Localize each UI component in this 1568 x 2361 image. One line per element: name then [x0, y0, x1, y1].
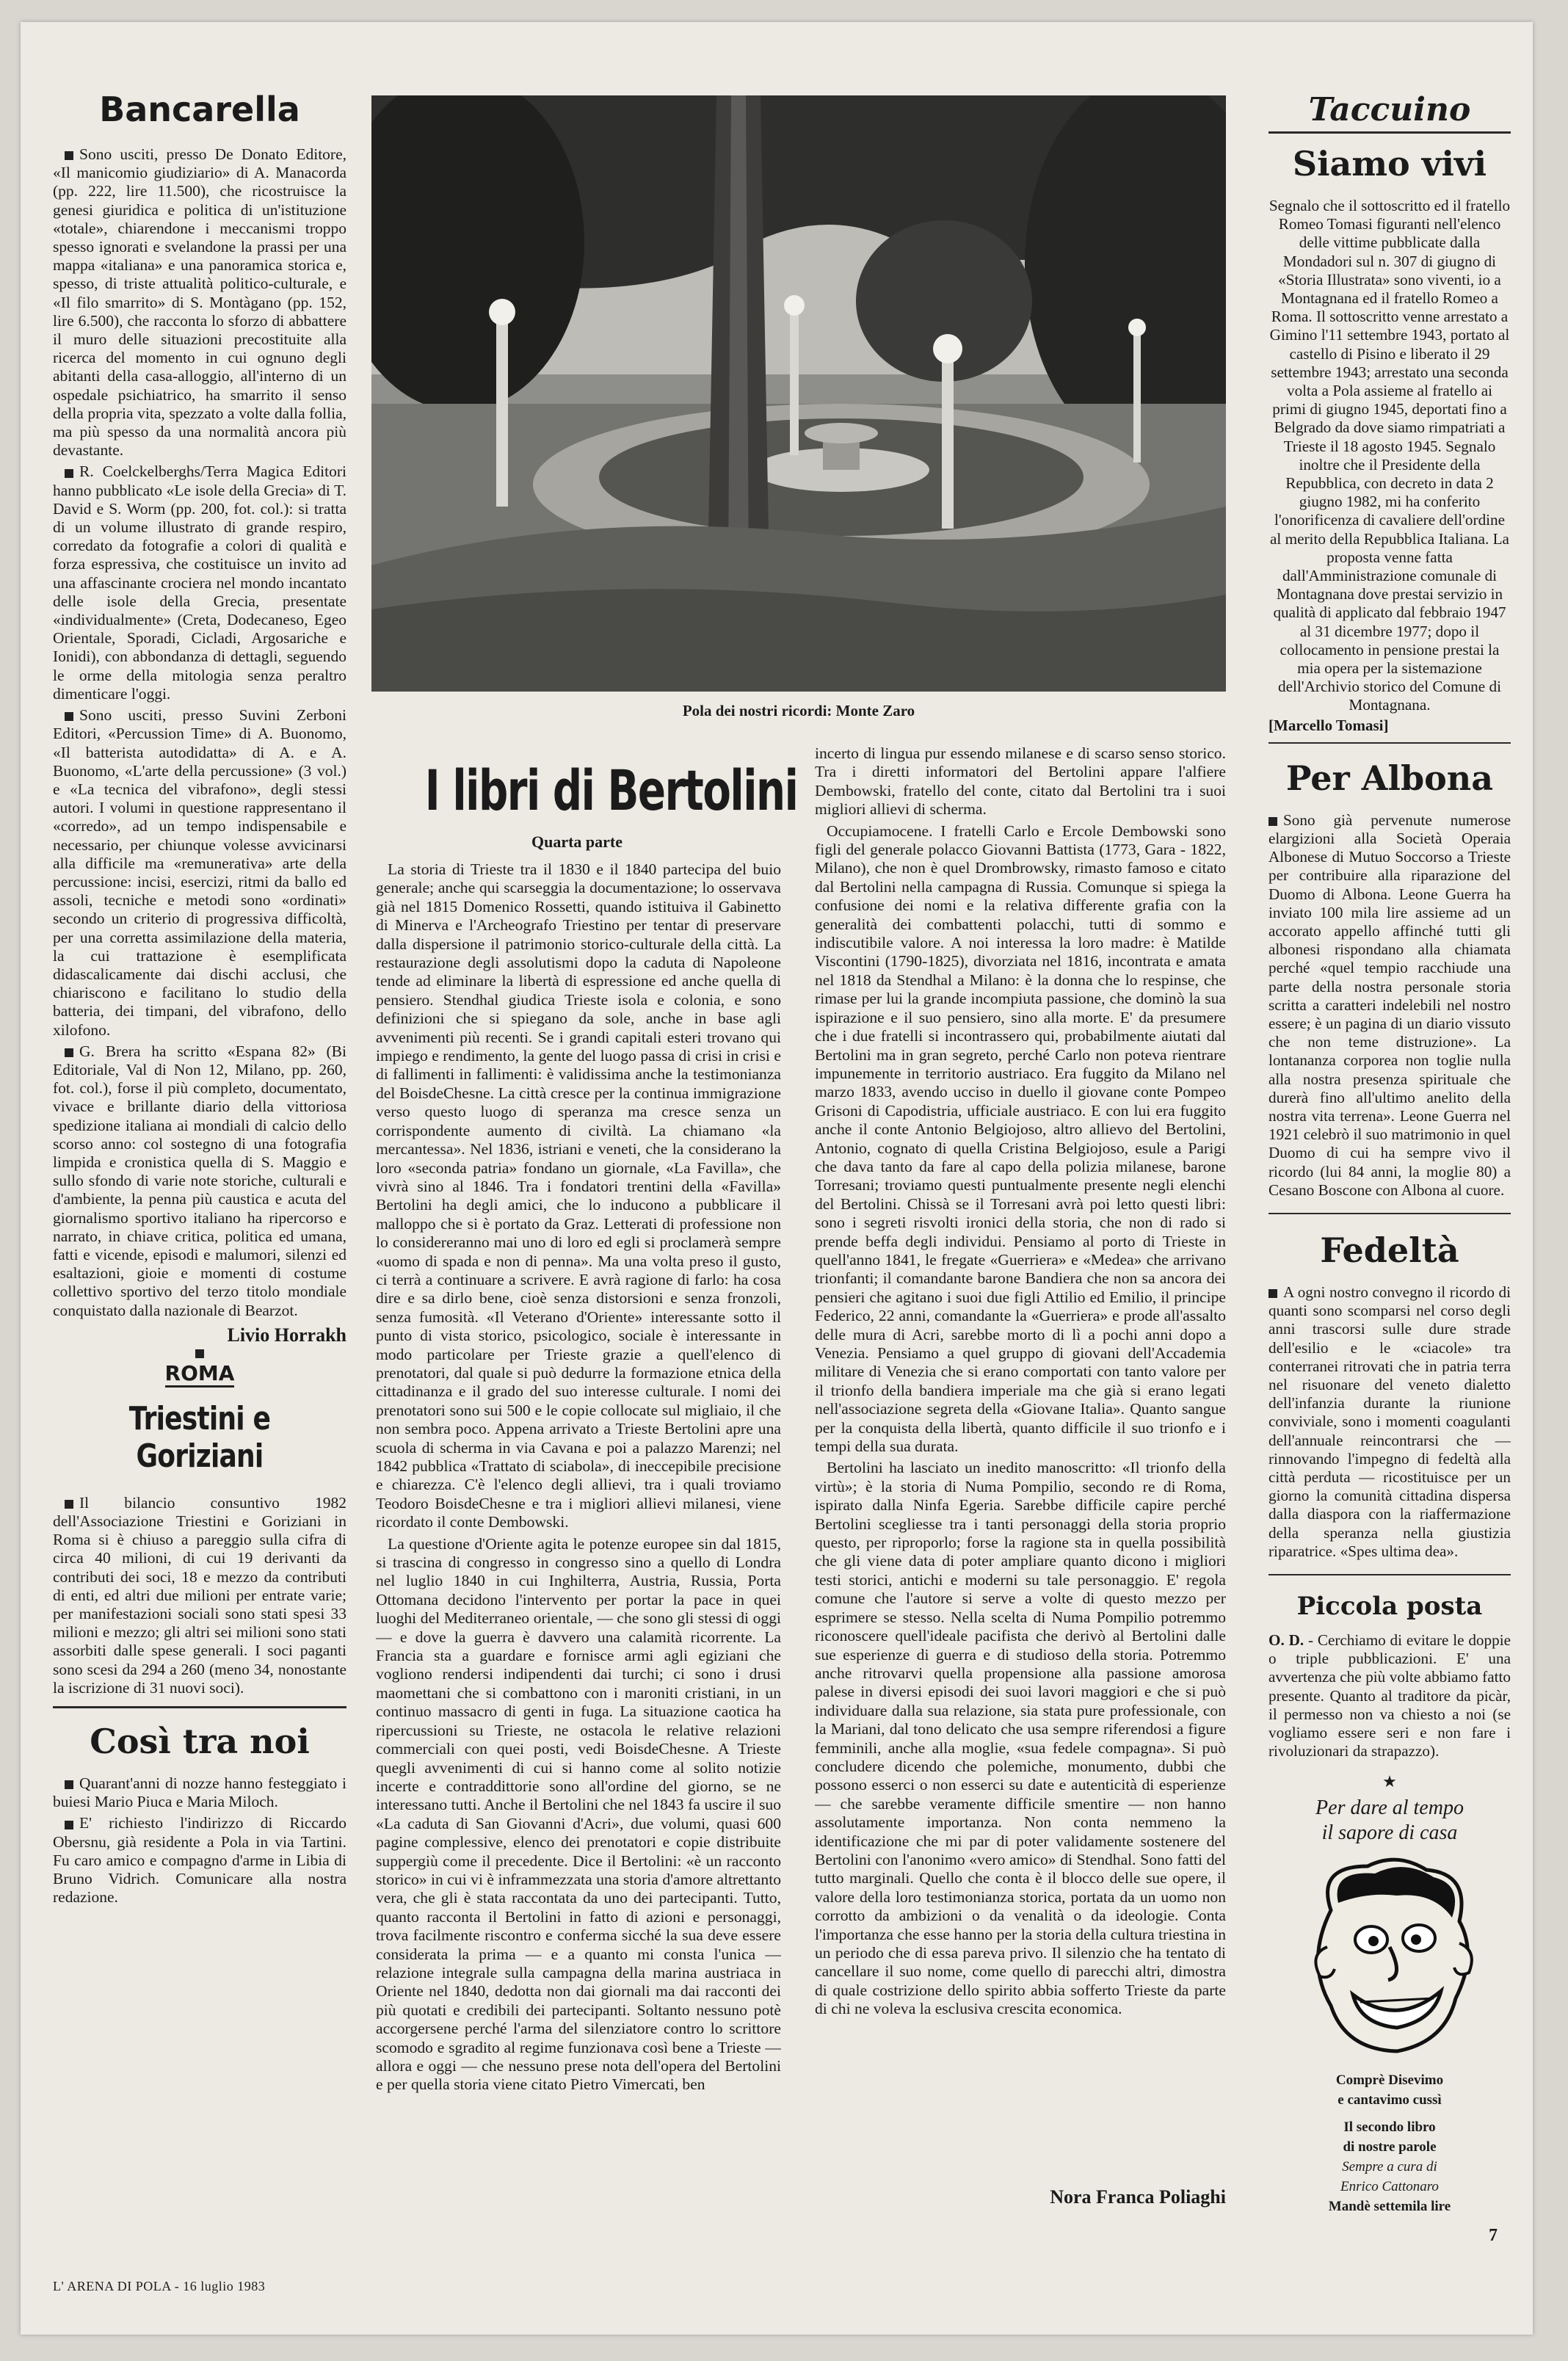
article-paragraph: incerto di lingua pur essendo milanese e di scarso senso storico. Tra i diretti informatori del Bertolini appare l'alfiere Dembowski, fratello del conte, citato dal Bertolini tra i suoi migliori allievi di scherma.	[815, 744, 1226, 819]
bullet-icon	[65, 1780, 73, 1789]
siamo-heading: Siamo vivi	[1292, 144, 1487, 184]
taccuino-heading: Taccuino	[1308, 91, 1471, 128]
ad-book-text	[1268, 2070, 1511, 2216]
fedelta-text: A ogni nostro convegno il ricordo di quanti sono scomparsi nel corso degli anni trascorsi sulle dure strade dell'esilio e le «ciacole» tra conterranei ritrovati che in patria terra nel risuonare del veneto dialetto dell'infanzia durante la riunione conviviale, sono i momenti coagulanti dell'annuale reincontrarsi che — rinnovando l'impegno di fedeltà alla città perduta — ricostituisce per un giorno la comunità cittadina dispersa dalla diaspora con la riaffermazione della speranza nella giustizia riparatrice. «Spes ultima dea».	[1268, 1283, 1511, 1560]
park-photo	[371, 95, 1226, 692]
ad-headline	[1268, 1796, 1511, 1846]
taccuino-rule	[1268, 131, 1511, 134]
ad-line: Mandè settemila lire	[1328, 2199, 1451, 2215]
roma-heading: Triestini e Goriziani	[128, 1399, 271, 1475]
posta-text: O. D. - Cerchiamo di evitare le doppie o triple pubblicazioni. E' una avvertenza che più volte abbiamo fatto presente. Quanto al traditore da picàr, il permesso non va chiesto a noi (se vogliamo essere seri e non fare i rivoluzionari da strapazzo).	[1268, 1631, 1511, 1760]
park-photo-graphic	[371, 95, 1226, 692]
masthead-footer: L' ARENA DI POLA - 16 luglio 1983	[53, 2279, 266, 2293]
roma-label: ROMA	[165, 1361, 235, 1388]
article-signature: Nora Franca Poliaghi	[1050, 2186, 1226, 2208]
cartoon-face-icon	[1287, 1852, 1492, 2064]
divider	[1268, 1213, 1511, 1214]
posta-label: O. D.	[1268, 1631, 1304, 1649]
article-paragraph: La storia di Trieste tra il 1830 e il 1840 partecipa del buio generale; anche qui scarseggia la documentazione; lo osservava già nel 1815 Domenico Rossetti, quando istituiva il Gabinetto di Minerva e l'Archeografo Triestino per tentar di preservare dalla dispersione il patrimonio storico-culturale della città. La restaurazione degli assolutismi dopo la caduta di Napoleone tende ad eliminare la libertà di espressione ed anche quella di pensiero. Stendhal giudica Trieste isola e colonia, e sono definizioni che si spiegano da sole, anche in base agli avvenimenti più recenti. Se i grandi capitali esteri trovano qui impiego e rendimento, la gente del luogo passa di crisi in crisi e di fallimenti in fallimenti: è validissima anche la testimonianza del BoisdeChesne. La città cresce per la continua immigrazione verso questo luogo di speranza ma cresce senza un corrispondente aumento di civiltà. La chiamano «la mercantessa». Nel 1836, istriani e veneti, che la considerano la loro «seconda patria» fondano un giornale, «La Favilla», che vivrà sino al 1846. Tra i fondatori trentini della «Favilla» Bertolini ha degli amici, che lo inducono a pubblicare il malloppo che si è portato da Graz. Letterati di professione non lo considereranno mai uno di loro ed egli si proclamerà sempre «uomo di spada e non di penna». Ma una volta preso il gusto, ci terrà a continuare a scrivere. E avrà ragione di farlo: ha cosa dire e sa dirlo bene, cioè senza distorsioni e senza fronzoli, senza fumosità. «Il Veterano d'Oriente» interessante sotto il punto di vista storico, psicologico, sociale è interessante in modo particolare per Trieste grazie a quell'elenco di prenotatori, dal quale si può dedurre la formazione etnica della cittadinanza e il grado del suo interesse culturale. I nomi dei prenotatori sono sui 500 e le copie collocate sul migliaio, il che non sembra poco. Appena arrivato a Trieste Bertolini apre una scuola di scherma in via Cavana e poi a palazzo Marenzi; nel 1842 pubblica «Trattato di sciabola», di ineccepibile precisione e chiarezza. C'è l'elenco degli allievi, tra i quali troviamo Teodoro BoisdeChesne e tra i migliori allievi milanesi, viene ricordato il conte Dembowski.	[376, 860, 781, 1531]
divider	[1268, 1574, 1511, 1575]
divider	[53, 1706, 346, 1708]
bullet-icon	[65, 1048, 73, 1057]
photo-caption: Pola dei nostri ricordi: Monte Zaro	[682, 702, 915, 719]
ad-line: Enrico Cattonaro	[1340, 2179, 1439, 2195]
ad-line: Comprè Disevimo	[1335, 2072, 1444, 2089]
bullet-icon	[195, 1349, 204, 1358]
fedelta-heading: Fedeltà	[1320, 1230, 1459, 1270]
star-icon: ★	[1382, 1772, 1397, 1791]
cosi-heading: Così tra noi	[90, 1722, 310, 1762]
article-paragraph: La questione d'Oriente agita le potenze europee sin dal 1815, si trascina di congresso in congresso sino a quello di Londra nel luglio 1840 in cui Inghilterra, Austria, Russia, Porta Ottomana decidono l'intervento per portar la pace in quei luoghi del Mediterraneo orientale, — che sono gli stessi di oggi — e dove la guerra è davvero una calamità ricorrente. La Francia sta a guardare e fornisce armi agli egiziani che vogliono rendersi indipendenti dai turchi; ci sono i drusi maomettani che si combattono con i maroniti cristiani, in un continuo massacro di genti in fuga. La situazione caotica ha ripercussioni su Trieste, ne ostacola le relative relazioni commerciali con quei posti, vedi BoisdeChesne. A Trieste quegli avvenimenti di cui si hanno come al solito notizie incerte e contraddittorie sono all'ordine del giorno, se ne interessano tutti. Anche il Bertolini che nel 1843 fa uscire il suo «La caduta di San Giovanni d'Acri», due volumi, quasi 600 pagine complessive, elenco dei prenotatori e copie distribuite suppergiù come il precedente. Dice il Bertolini: «è un racconto storico» in cui vi è inframmezzata una storia d'amore altrettanto vera, che gli è stata raccontata da uno dei partecipanti. Tutto, quanto racconta il Bertolini in fatto di azioni e personaggi, trova facilmente riscontro e conferma sicché la sua deve essere considerata la prima — e a quanto mi consta l'unica — relazione integrale sulla campagna della marina austriaca in Oriente nel 1840, dedotta non dai giornali ma dai racconti dei più quotati e credibili dei partecipanti. Soltanto nessuno potè accorgersene perché l'arma del silenziatore contro lo scrittore scomodo e sgradito al regime funzionava così bene a Trieste — allora e oggi — che nessuno prese nota dell'opera del Bertolini e per quella storia viene citato Pietro Vimercati, ben	[376, 1534, 781, 2094]
bancarella-item: Sono usciti, presso Suvini Zerboni Editori, «Percussion Time» di A. Buonomo, «Il batterista autodidatta» di A. e A. Buonomo, «L'arte della percussione» (3 vol.) e «La tecnica del vibrafono», degli stessi autori. I volumi in questione rappresentano il «corredo», ad un tempo indispensabile e necessario, per chiunque volesse avvicinarsi alla difficile ma «remunerativa» arte della percussione: incisi, esercizi, ritmi da ballo ed assoli, tecniche e metodi sono «ordinati» secondo un criterio di progressiva difficoltà, per una corretta assimilazione della materia, la cui trattazione è esemplificata didascalicamente dai dischi acclusi, che chiariscono e facilitano lo studio della batteria, dei timpani, del vibrafono, dello xilofono.	[53, 706, 346, 1039]
ad-line: e cantavimo cussì	[1337, 2092, 1442, 2108]
bullet-icon	[65, 151, 73, 160]
article-subtitle: Quarta parte	[531, 833, 623, 851]
bullet-icon	[65, 1821, 73, 1829]
left-column	[53, 90, 346, 2197]
right-column	[1268, 91, 1511, 2264]
roma-text: Il bilancio consuntivo 1982 dell'Associazione Triestini e Goriziani in Roma si è chiuso a pareggio sulla cifra di circa 40 milioni, di cui 19 derivanti da contributi dei soci, 18 e mezzo da contributi di enti, ed altri due milioni per entrate varie; per manifestazioni sociali sono stati spesi 33 milioni e mezzo; gli altri sei milioni sono stati assorbiti dalle spese generali. I soci paganti sono scesi da 294 a 260 (meno 34, nonostante la iscrizione di 31 nuovi soci).	[53, 1493, 346, 1697]
page-number: 7	[1489, 2226, 1498, 2245]
ad-line: il sapore di casa	[1321, 1821, 1458, 1845]
ad-line: Sempre a cura di	[1342, 2159, 1437, 2175]
siamo-signature: [Marcello Tomasi]	[1268, 716, 1389, 734]
ad-line: Per dare al tempo	[1315, 1796, 1464, 1820]
albona-heading: Per Albona	[1285, 758, 1494, 798]
newspaper-page	[21, 22, 1533, 2335]
article-paragraph: Bertolini ha lasciato un inedito manoscritto: «Il trionfo della virtù»; è la storia di Numa Pompilio, secondo re di Roma, ispirato dalla Ninfa Egeria. Sarebbe difficile capire perché Bertolini scegliesse tra i tanti personaggi della storia proprio questo, per riproporlo; forse la ragione sta in quella possibilità che gli viene data di poter ampliare quanto dicono i migliori testi storici, antichi e moderni su tale personaggio. E' regola comune che l'autore si serve a volte di questo mezzo per esprimere se stesso. Nella scelta di Numa Pompilio potremmo riconoscere quell'ideale pacifista che derivò al Bertolini dalle sue esperienze di guerra e di studioso della storia. Potremmo anche ritrovarvi quella propensione alla passione amorosa palese in diversi episodi dei suoi lavori maggiori e che si può individuare dalla sua relazione, sia stata pure professionale, con la Mariani, dal tono delicato che usa sempre riferendosi a figure femminili, anche alla moglie, «sua fedele compagna». Si può concludere dicendo che polemiche, monumento, dubbi che possono esserci o non esserci su date e autenticità di esperienze — che sarebbe veramente difficile smentire — non hanno assolutamente importanza. Non conta nemmeno la identificazione che mi par di poter validamente sostenere del Bertolini con l'anonimo «vero amico» di Stendhal. Sono fatti del tutto marginali. Quello che conta è il blocco delle sue opere, il valore della loro testimonianza storica, portata da un uomo non corrotto da ambizioni o da venalità o da ideologie. Conta l'importanza che esse hanno per la storia della cultura triestina in un periodo che di essa pareva privo. Il silenzio che ha tentato di cancellare il suo nome, come quello di parecchi altri, dimostra di quale costrizione dello spirito abbia sofferto Trieste da parte di chi ne voleva la esclusiva crescita economica.	[815, 1459, 1226, 2018]
bullet-icon	[65, 469, 73, 478]
roma-kicker	[53, 1349, 346, 1385]
posta-heading: Piccola posta	[1296, 1592, 1483, 1621]
divider	[1268, 742, 1511, 744]
article-column-2	[815, 744, 1226, 2183]
article-column-1	[376, 860, 781, 2211]
bancarella-item: G. Brera ha scritto «Espana 82» (Bi Editoriale, Val di Non 12, Milano, pp. 260, fot. col.), forse il più completo, documentato, vivace e brillante diario della vittoriosa spedizione italiana ai mondiali di calcio dello scorso anno: col sostegno di una fotografia limpida e cronistica quella di S. Maggio e sullo sfondo di varie note storiche, culturali e d'ambiente, la penna più caustica e acuta del giornalismo sportivo italiano ha ripercorso e narrato, in chiave critica, politica ed umana, fatti e vicende, episodi e malumori, silenzi ed esaltazioni, gioie e momenti di costume collettivo sportivo del terzo titolo mondiale conquistato dalla nazionale di Bearzot.	[53, 1042, 346, 1319]
ad-line: di nostre parole	[1343, 2139, 1437, 2155]
bullet-icon	[1268, 817, 1277, 826]
bullet-icon	[65, 1500, 73, 1509]
ad-line: Il secondo libro	[1343, 2119, 1436, 2136]
bancarella-item: R. Coelckelberghs/Terra Magica Editori hanno pubblicato «Le isole della Grecia» di T. David e S. Worm (pp. 200, fot. col.): si tratta di un volume illustrato di grande respiro, corredato da fotografie a colori di qualità e forza espressiva, che costituisce un invito ad una affascinante crociera nel mondo incantato delle isole della Grecia, presentate «individualmente» (Creta, Dodecaneso, Egeo Orientale, Sporadi, Cicladi, Argosariche e Ionidi), con abbondanza di dettagli, seguendo le orme della mitologia senza peraltro dimenticare l'oggi.	[53, 463, 346, 703]
bullet-icon	[65, 712, 73, 721]
bancarella-heading: Bancarella	[99, 90, 300, 129]
albona-text: Sono già pervenute numerose elargizioni alla Società Operaia Albonese di Mutuo Soccorso a Trieste per contribuire alla riparazione del Duomo di Albona. Leone Guerra ha inviato 100 mila lire assieme ad un accorato appello affinché tutti gli albonesi rispondano alla chiamata perché «quel tempio racchiude una parte della nostra personale storia scritta a caratteri indelebili nel nostro essere; è un pagina di un diario vissuto che non teme distruzione». La lontananza corporea non toglie nulla alla nostra presenza spirituale che durerà fino all'ultimo anelito della nostra vita terrena». Leone Guerra nel 1921 celebrò il suo matrimonio in quel Duomo di cui ha sempre vivo il ricordo (lui 84 anni, la moglie 80) a Cesano Boscone con Albona al cuore.	[1268, 810, 1511, 1199]
article-title: I libri di Bertolini	[424, 758, 798, 823]
bullet-icon	[1268, 1289, 1277, 1298]
bancarella-signature: Livio Horrakh	[227, 1324, 346, 1346]
bancarella-item: Sono usciti, presso De Donato Editore, «Il manicomio giudiziario» di A. Manacorda (pp. 222, lire 11.500), che ricostruisce la genesi giuridica e politica di un'istituzione «totale», chiarendone i meccanismi troppo spesso ignorati e svelandone la prassi per una mappa «italiana» e una panoramica storica e, spesso, di triste attualità politico-culturale, e «Il filo smarrito» di S. Montàgano (pp. 152, lire 6.500), che racconta lo sforzo di abbattere il muro delle situazioni precostituite alla ricerca del momento in cui ognuno degli abitanti della casa-alloggio, all'interno di un ospedale psichiatrico, ha smarrito il senso della propria vita, spezzato a volte dalla follia, ma più spesso da una normalità ancora più devastante.	[53, 145, 346, 460]
cosi-item: Quarant'anni di nozze hanno festeggiato i buiesi Mario Piuca e Maria Miloch.	[53, 1774, 346, 1811]
siamo-text: Segnalo che il sottoscritto ed il fratello Romeo Tomasi figuranti nell'elenco delle vittime pubblicate dalla Mondadori sul n. 307 di giugno di «Storia Illustrata» sono viventi, io a Montagnana ed il fratello Romeo a Roma. Il sottoscritto venne arrestato a Gimino l'11 settembre 1943, portato al castello di Pisino e liberato il 29 settembre 1943; arrestato una seconda volta a Pola assieme al fratello ai primi di giugno 1945, deportati fino a Belgrado da dove siamo rimpatriati a Trieste il 18 agosto 1945. Segnalo inoltre che il Presidente della Repubblica, con decreto in data 2 giugno 1982, mi ha conferito l'onorificenza di cavaliere dell'ordine al merito della Repubblica Italiana. La proposta venne fatta dall'Amministrazione comunale di Montagnana dove prestai servizio in qualità di applicato dal febbraio 1947 al 31 dicembre 1977; dopo il collocamento in pensione prestai la mia opera per la sistemazione dell'Archivio storico del Comune di Montagnana.	[1268, 197, 1511, 714]
article-paragraph: Occupiamocene. I fratelli Carlo e Ercole Dembowski sono figli del generale polacco Giovanni Battista (1773, Gara - 1822, Milano), che non è quel Drombrowsky, rimasto famoso e citato dal Bertolini nella campagna di Russia. Comunque si spiega la confusione dei nomi e la relativa differente grafia con la generalità dei combattenti polacchi, tutti di sommo e indiscutibile valore. A noi interessa la loro madre: è Matilde Viscontini (1790-1825), divorziata nel 1816, incontrata e amata nel 1818 da Stendhal a Milano: è la donna che lo respinse, che rimase per lui la grande incompiuta passione, che dominò la sua ispirazione e il suo pensiero, sino alla morte. E' da presumere che i due fratelli si incontrassero qui, probabilmente aiutati dal Bertolini ma in gran segreto, perché Carlo non poteva rientrare impunemente in territorio austriaco. Era fuggito da Milano nel marzo 1833, avendo ucciso in duello il giovane conte Pompeo Grisoni di Capodistria, ufficiale austriaco. E con lui era fuggito anche il conte Antonio Belgiojoso, altro allievo del Bertolini, Antonio, cognato di quella Cristina Belgiojoso, esule a Parigi che dava tanto da fare al capo della polizia milanese, barone Torresani; troviamo questi puntualmente presente negli elenchi del Bertolini. Chissà se il Torresani avrà poi letto questi libri: sono i segreti risvolti ironici della storia, che non di rado si prende beffa degli individui. Pensiamo al porto di Trieste in quell'anno 1841, le fregate «Guerriera» e «Medea» che arrivano trionfanti; il comandante barone Bandiera che non sa ancora dei pensieri che agitano i suoi due figli Attilio ed Emilio, il principe Federico, 22 anni, comandante la «Guerriera» e prode all'assalto delle mura di Acri, sarebbe morto di lì a pochi anni dopo a Venezia. Pensiamo a quel gruppo di giovani dell'Accademia militare di Venezia che si erano comportati con tanto valore per il trionfo della bandiera imperiale ma che già si erano legati nell'associazione segreta della «Giovane Italia». Quanto sangue per la conquista della libertà, quanto difficile il suo trionfo e i tempi della sua durata.	[815, 822, 1226, 1456]
cosi-item: E' richiesto l'indirizzo di Riccardo Obersnu, già residente a Pola in via Tartini. Fu caro amico e compagno d'arme in Libia di Bruno Vidrich. Comunicare alla nostra redazione.	[53, 1814, 346, 1907]
